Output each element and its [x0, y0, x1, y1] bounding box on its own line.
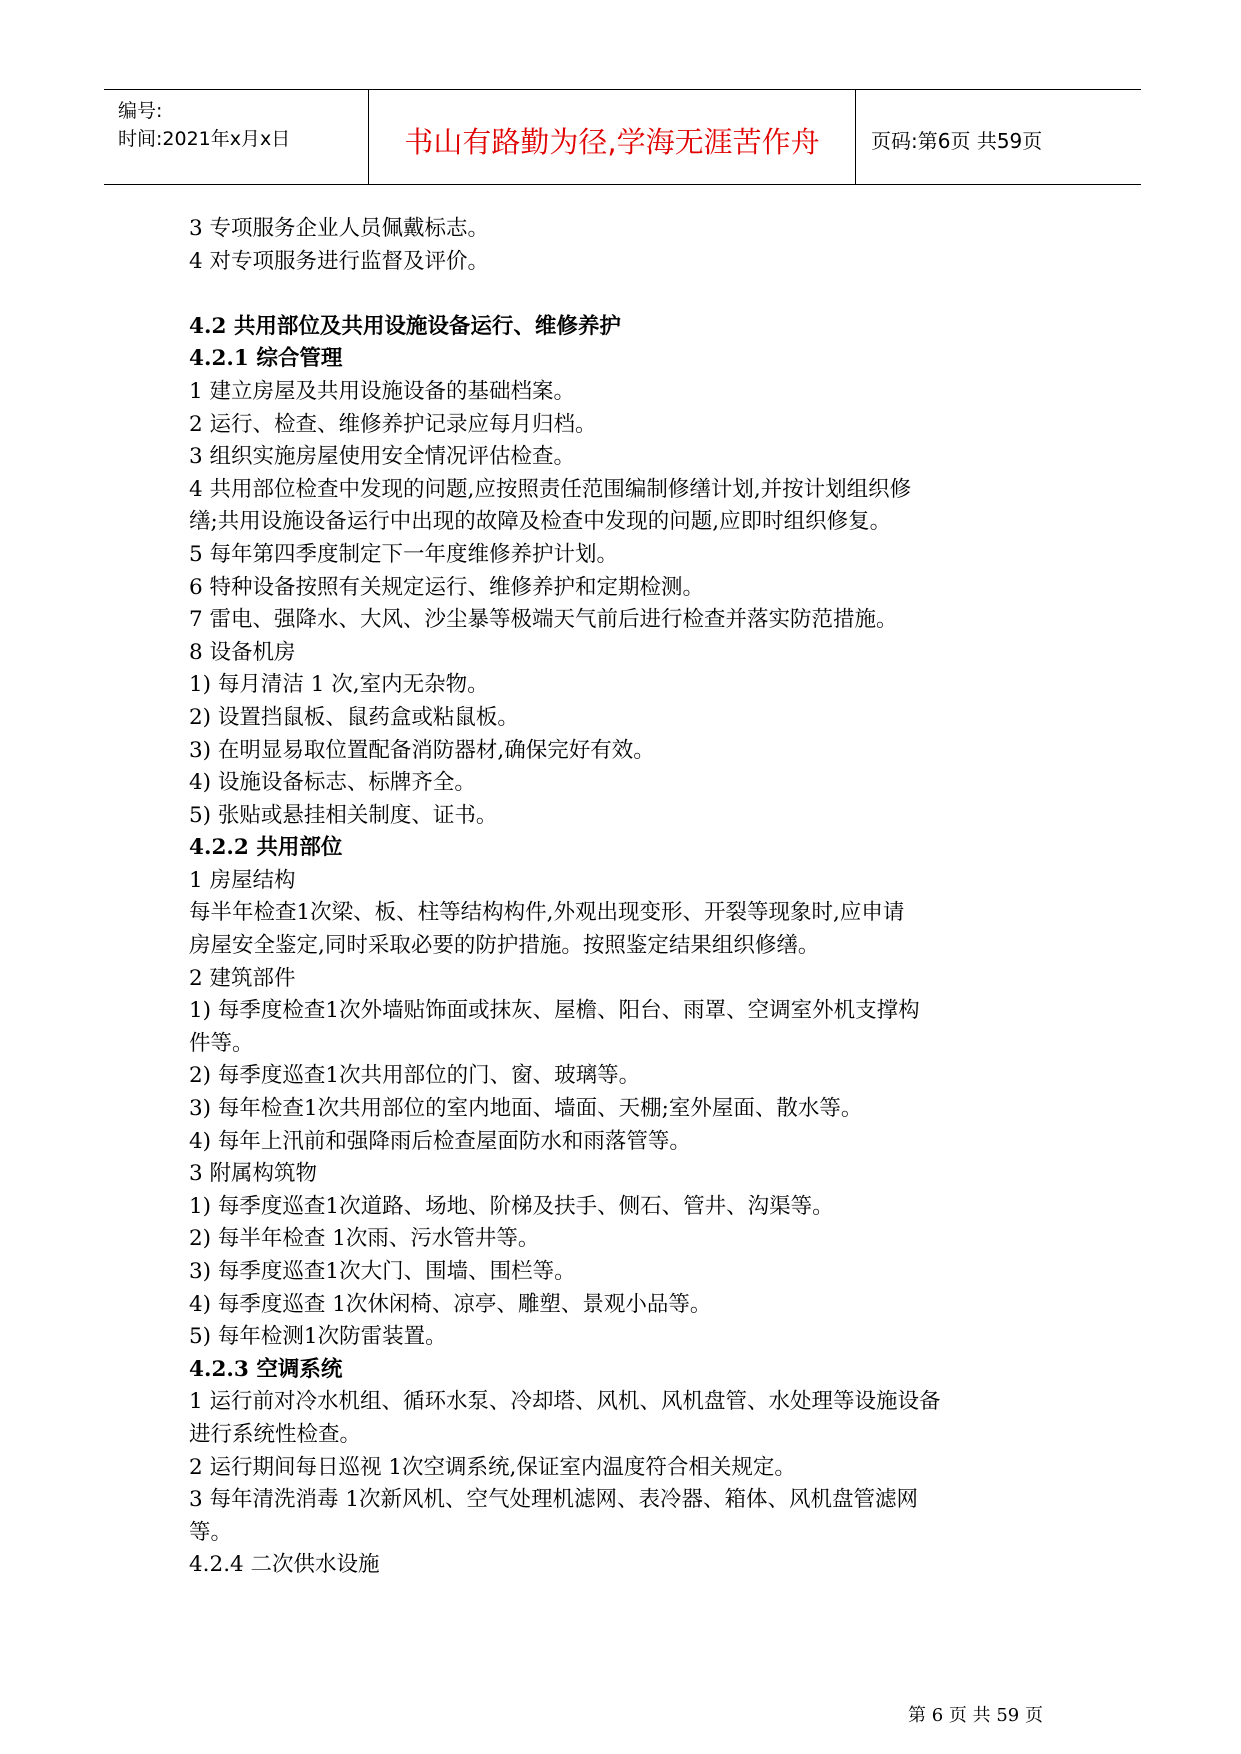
body-text-line: 2 运行、检查、维修养护记录应每月归档。: [189, 411, 597, 437]
body-text-line: 1 房屋结构: [189, 867, 296, 893]
page-footer: 第 6 页 共 59 页: [908, 1705, 1043, 1726]
section-heading: 4.2.3 空调系统: [189, 1356, 343, 1382]
header-motto-cell: [369, 90, 856, 184]
header-page-code: 页码:第6页 共59页: [871, 129, 1043, 153]
body-text-line: 7 雷电、强降水、大风、沙尘暴等极端天气前后进行检查并落实防范措施。: [189, 607, 898, 633]
section-heading: 4.2.1 综合管理: [189, 346, 343, 372]
body-text-line: 4) 设施设备标志、标牌齐全。: [189, 770, 476, 796]
body-text-line: 3 专项服务企业人员佩戴标志。: [189, 216, 490, 241]
page-header: [104, 89, 1141, 185]
body-text-line: 4.2.4 二次供水设施: [189, 1552, 380, 1578]
blank-line: [189, 278, 1069, 311]
section-heading: 4.2 共用部位及共用设施设备运行、维修养护: [189, 313, 621, 339]
body-text-line: 3) 每季度巡查1次大门、围墙、围栏等。: [189, 1259, 576, 1284]
body-text-line: 缮;共用设施设备运行中出现的故障及检查中发现的问题,应即时组织修复。: [189, 509, 892, 535]
body-text-line: 4 共用部位检查中发现的问题,应按照责任范围编制修缮计划,并按计划组织修: [189, 476, 912, 502]
body-text-line: 3 组织实施房屋使用安全情况评估检查。: [189, 444, 576, 470]
header-page-cell: [857, 90, 1141, 184]
body-text-line: 房屋安全鉴定,同时采取必要的防护措施。按照鉴定结果组织修缮。: [189, 933, 820, 959]
body-text-line: 1 建立房屋及共用设施设备的基础档案。: [189, 378, 576, 404]
body-text-line: 8 设备机房: [189, 639, 296, 665]
body-text-line: 5) 张贴或悬挂相关制度、证书。: [189, 802, 498, 828]
header-motto: 书山有路勤为径,学海无涯苦作舟: [404, 125, 820, 159]
body-text-line: 进行系统性检查。: [189, 1421, 362, 1447]
body-text-line: 每半年检查1次梁、板、柱等结构构件,外观出现变形、开裂等现象时,应申请: [189, 900, 905, 926]
body-text-line: 6 特种设备按照有关规定运行、维修养护和定期检测。: [189, 574, 705, 600]
body-text-line: 3) 每年检查1次共用部位的室内地面、墙面、天棚;室外屋面、散水等。: [189, 1096, 863, 1122]
document-body: [189, 213, 1069, 1582]
body-text-line: 1) 每月清洁 1 次,室内无杂物。: [189, 672, 489, 698]
body-text-line: 件等。: [189, 1030, 254, 1056]
body-text-line: 2 建筑部件: [189, 965, 296, 991]
body-text-line: 4) 每年上汛前和强降雨后检查屋面防水和雨落管等。: [189, 1128, 691, 1154]
header-info-cell: [104, 90, 369, 184]
document-number-label: 编号:: [118, 100, 163, 122]
body-text-line: 3) 在明显易取位置配备消防器材,确保完好有效。: [189, 737, 655, 763]
body-text-line: 2 运行期间每日巡视 1次空调系统,保证室内温度符合相关规定。: [189, 1454, 796, 1480]
body-text-line: 等。: [189, 1519, 233, 1545]
body-text-line: 1) 每季度检查1次外墙贴饰面或抹灰、屋檐、阳台、雨罩、空调室外机支撑构: [189, 998, 920, 1024]
body-text-line: 2) 每半年检查 1次雨、污水管井等。: [189, 1226, 540, 1252]
document-time-label: 时间:2021年x月x日: [118, 128, 291, 150]
body-text-line: 4 对专项服务进行监督及评价。: [189, 248, 490, 274]
body-text-line: 1) 每季度巡查1次道路、场地、阶梯及扶手、侧石、管井、沟渠等。: [189, 1193, 834, 1219]
section-heading: 4.2.2 共用部位: [189, 835, 343, 861]
body-text-line: 4) 每季度巡查 1次休闲椅、凉亭、雕塑、景观小品等。: [189, 1291, 712, 1317]
body-text-line: 5 每年第四季度制定下一年度维修养护计划。: [189, 541, 619, 567]
body-text-line: 3 每年清洗消毒 1次新风机、空气处理机滤网、表冷器、箱体、风机盘管滤网: [189, 1487, 919, 1513]
body-text-line: 2) 设置挡鼠板、鼠药盒或粘鼠板。: [189, 704, 519, 730]
body-text-line: 5) 每年检测1次防雷装置。: [189, 1324, 447, 1350]
body-text-line: 3 附属构筑物: [189, 1161, 318, 1187]
body-text-line: 2) 每季度巡查1次共用部位的门、窗、玻璃等。: [189, 1063, 641, 1089]
body-text-line: 1 运行前对冷水机组、循环水泵、冷却塔、风机、风机盘管、水处理等设施设备: [189, 1389, 941, 1415]
